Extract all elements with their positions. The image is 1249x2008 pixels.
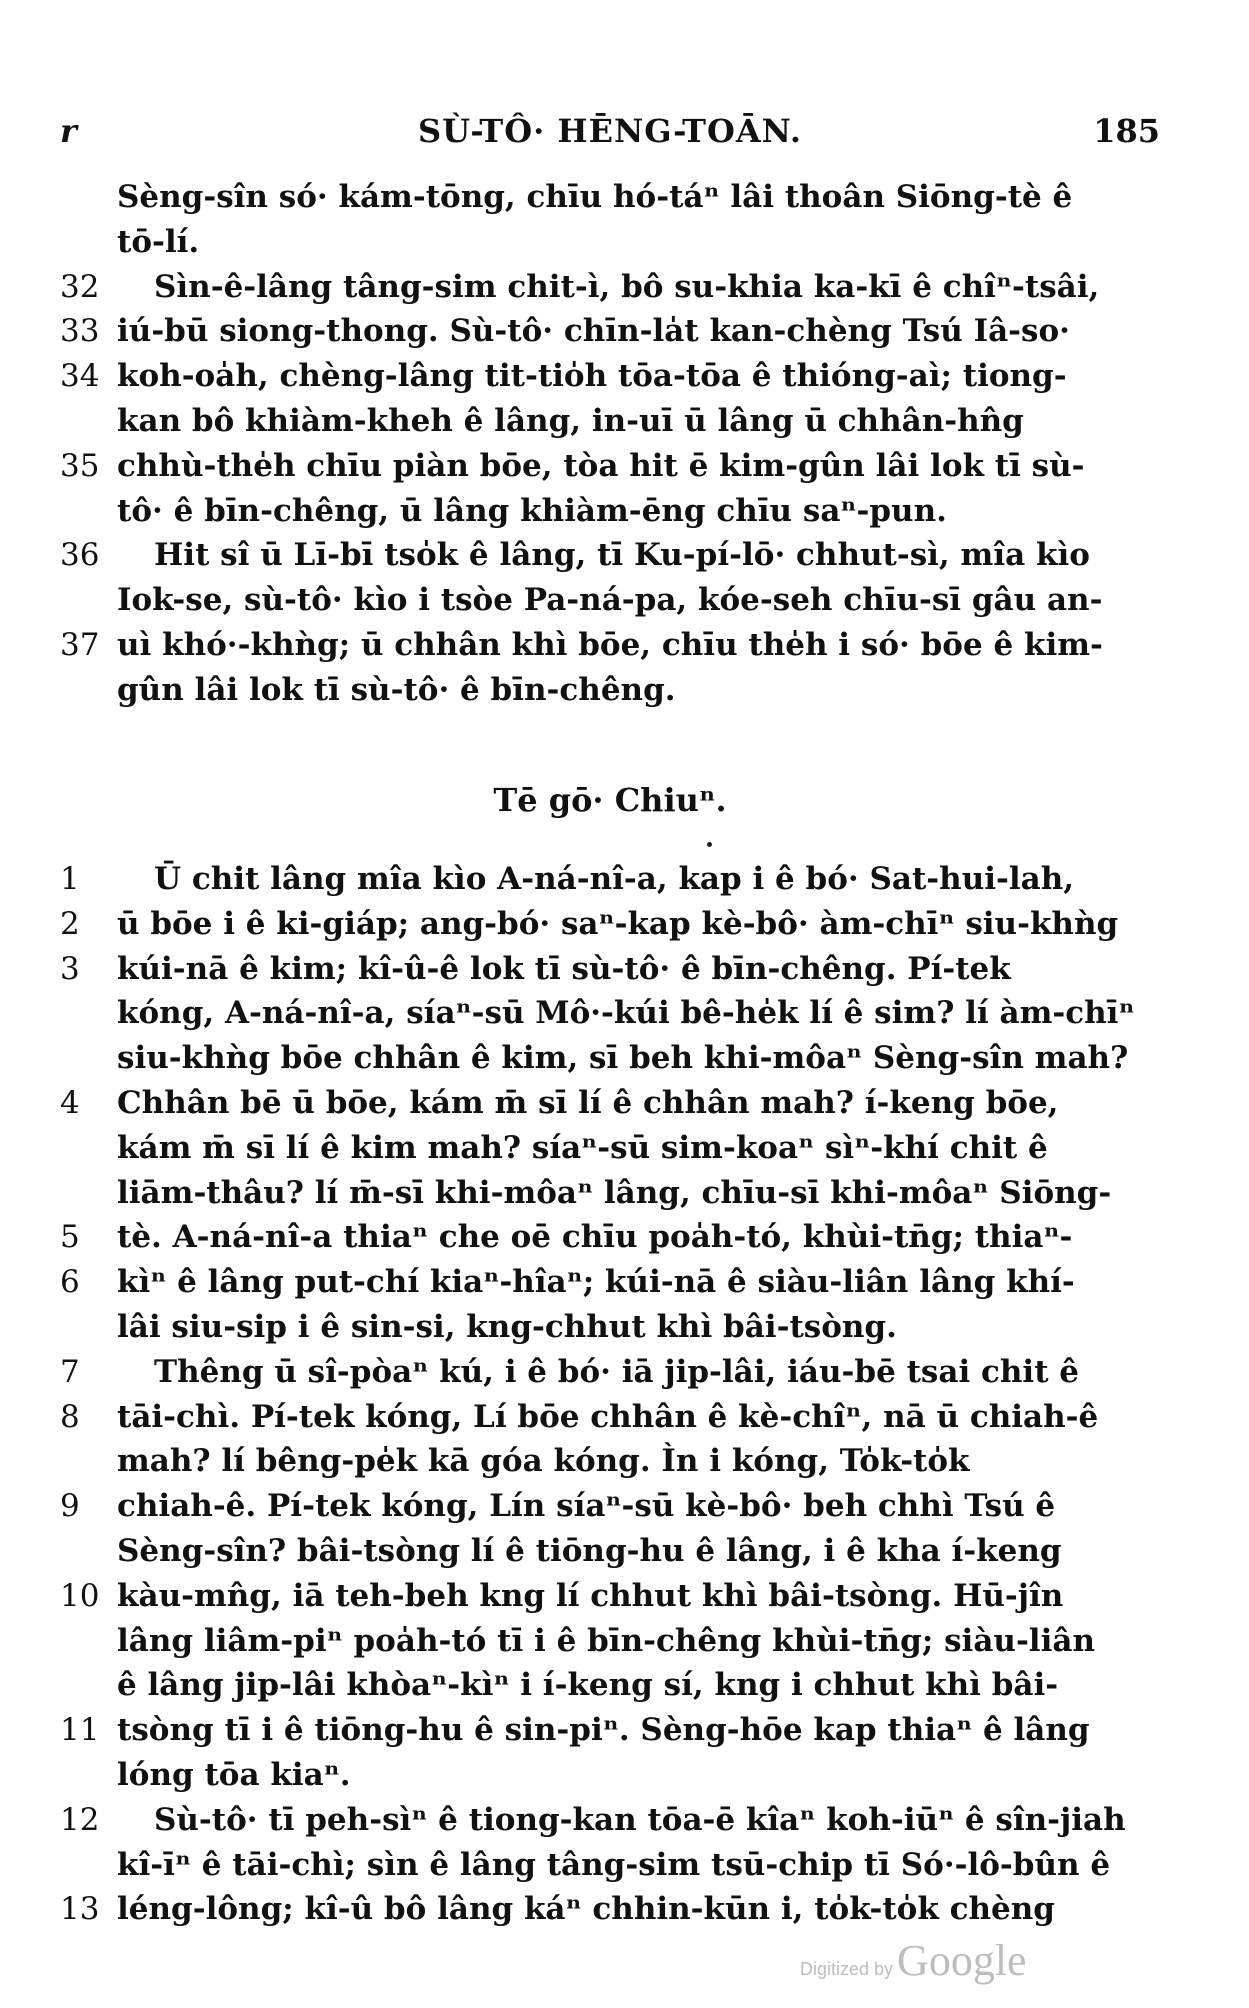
text-line: [60, 1081, 1160, 1126]
verse-number: 36: [60, 537, 100, 574]
verse-number: 8: [60, 1398, 80, 1435]
text-line: [60, 991, 1160, 1036]
verse-number: 11: [60, 1712, 100, 1749]
line-text: Sèng-sîn? bâi-tsòng lí ê tiōng-hu ê lâng, i ê kha í-keng: [117, 1532, 1062, 1569]
line-text: Ū chit lâng mîa kìo A-ná-nî-a, kap i ê bó· Sat-hui-lah,: [154, 861, 1075, 897]
text-line: [60, 1439, 1160, 1484]
text-line: [60, 947, 1160, 992]
text-line: [60, 1305, 1160, 1350]
text-line: [60, 1215, 1160, 1260]
line-text: tô· ê bīn-chêng, ū lâng khiàm-ēng chīu saⁿ-pun.: [117, 492, 947, 529]
text-line: [60, 1753, 1160, 1798]
line-text: Sèng-sîn só· kám-tōng, chīu hó-táⁿ lâi thoân Siōng-tè ê: [117, 179, 1073, 215]
verse-number: 10: [60, 1577, 100, 1614]
watermark-brand: Google: [897, 1936, 1027, 1985]
verse-number: 5: [60, 1219, 80, 1256]
line-text: léng-lông; kî-û bô lâng káⁿ chhin-kūn i, to̍k-to̍k chèng: [117, 1891, 1055, 1928]
verse-number: 34: [60, 358, 100, 395]
line-text: Sìn-ê-lâng tâng-sim chit-ì, bô su-khia ka-kī ê chîⁿ-tsâi,: [154, 268, 1100, 305]
line-text: Iok-se, sù-tô· kìo i tsòe Pa-ná-pa, kóe-seh chīu-sī gâu an-: [117, 582, 1103, 619]
text-line: [60, 1843, 1160, 1888]
line-text: gûn lâi lok tī sù-tô· ê bīn-chêng.: [117, 671, 676, 708]
line-text: iú-bū siong-thong. Sù-tô· chīn-la̍t kan-chèng Tsú Iâ-so·: [117, 313, 1070, 350]
text-line: [60, 1887, 1160, 1932]
line-text: kóng, A-ná-nî-a, síaⁿ-sū Mô·-kúi bê-he̍k lí ê sim? lí àm-chīⁿ: [117, 995, 1135, 1032]
line-text: tāi-chì. Pí-tek kóng, Lí bōe chhân ê kè-chîⁿ, nā ū chiah-ê: [117, 1398, 1099, 1435]
verse-number: 32: [60, 268, 100, 305]
line-text: tsòng tī i ê tiōng-hu ê sin-piⁿ. Sèng-hōe kap thiaⁿ ê lâng: [117, 1712, 1090, 1749]
line-text: uì khó·-khǹg; ū chhân khì bōe, chīu the̍h i só· bōe ê kim-: [117, 626, 1103, 663]
text-line: [60, 175, 1160, 220]
line-text: ê lâng jip-lâi khòaⁿ-kìⁿ i í-keng sí, kng i chhut khì bâi-: [117, 1667, 1059, 1704]
verse-number: 35: [60, 447, 100, 484]
text-line: [60, 1798, 1160, 1843]
line-text: mah? lí bêng-pe̍k kā góa kóng. Ìn i kóng, To̍k-to̍k: [117, 1443, 970, 1480]
text-line: [60, 444, 1160, 489]
text-line: [60, 1484, 1160, 1529]
text-line: [60, 399, 1160, 444]
text-line: [60, 1260, 1160, 1305]
line-text: kám m̄ sī lí ê kim mah? síaⁿ-sū sim-koaⁿ sìⁿ-khí chit ê: [117, 1129, 1048, 1166]
chapter-4-verses: [60, 175, 1160, 713]
line-text: lóng tōa kiaⁿ.: [117, 1756, 351, 1793]
text-line: [60, 668, 1160, 713]
line-text: kî-īⁿ ê tāi-chì; sìn ê lâng tâng-sim tsū-chip tī Só·-lô-bûn ê: [117, 1846, 1111, 1883]
text-line: [60, 1529, 1160, 1574]
verse-number: 1: [60, 861, 80, 897]
text-line: [60, 1574, 1160, 1619]
line-text: koh-oa̍h, chèng-lâng tit-tio̍h tōa-tōa ê thióng-aì; tiong-: [117, 358, 1067, 395]
line-text: tō-lí.: [117, 223, 200, 260]
text-line: [60, 578, 1160, 623]
text-line: [60, 220, 1160, 265]
page-number: 185: [1093, 112, 1160, 150]
line-text: kìⁿ ê lâng put-chí kiaⁿ-hîaⁿ; kúi-nā ê siàu-liân lâng khí-: [117, 1264, 1075, 1301]
line-text: kúi-nā ê kim; kî-û-ê lok tī sù-tô· ê bīn-chêng. Pí-tek: [117, 950, 1011, 987]
running-title: SÙ-TÔ· HĒNG-TOĀN.: [417, 112, 803, 150]
line-text: Hit sî ū Lī-bī tso̍k ê lâng, tī Ku-pí-lō· chhut-sì, mîa kìo: [154, 537, 1090, 574]
text-line: [60, 1036, 1160, 1081]
chapter-5-verses: [60, 857, 1160, 1932]
verse-number: 13: [60, 1891, 100, 1928]
line-text: tè. A-ná-nî-a thiaⁿ che oē chīu poa̍h-tó, khùi-tn̄g; thiaⁿ-: [117, 1219, 1073, 1256]
line-text: kan bô khiàm-kheh ê lâng, in-uī ū lâng ū chhân-hn̂g: [117, 402, 1024, 439]
text-line: [60, 1171, 1160, 1216]
heading-ornament-dot: [707, 842, 712, 847]
line-text: Thêng ū sî-pòaⁿ kú, i ê bó· iā jip-lâi, iáu-bē tsai chit ê: [154, 1353, 1080, 1390]
text-line: [60, 489, 1160, 534]
line-text: chiah-ê. Pí-tek kóng, Lín síaⁿ-sū kè-bô· beh chhì Tsú ê: [117, 1488, 1056, 1525]
text-line: [60, 265, 1160, 310]
line-text: ū bōe i ê ki-giáp; ang-bó· saⁿ-kap kè-bô· àm-chīⁿ siu-khǹg: [117, 905, 1119, 942]
text-line: [60, 354, 1160, 399]
verse-number: 6: [60, 1264, 80, 1301]
verse-number: 4: [60, 1084, 80, 1121]
verse-number: 37: [60, 626, 100, 663]
text-line: [60, 1350, 1160, 1395]
line-text: Chhân bē ū bōe, kám m̄ sī lí ê chhân mah? í-keng bōe,: [117, 1084, 1059, 1121]
text-line: [60, 857, 1160, 902]
verse-number: 2: [60, 905, 80, 942]
text-line: [60, 1708, 1160, 1753]
line-text: lâi siu-sip i ê sin-si, kng-chhut khì bâi-tsòng.: [117, 1308, 897, 1345]
text-line: [60, 902, 1160, 947]
section-heading: Tē gō· Chiuⁿ.: [493, 781, 727, 819]
page-header: [60, 112, 1160, 162]
watermark-prefix: Digitized by: [800, 1959, 894, 1979]
margin-mark: r: [60, 112, 77, 150]
text-line: [60, 1663, 1160, 1708]
text-line: [60, 1619, 1160, 1664]
line-text: lâng liâm-piⁿ poa̍h-tó tī i ê bīn-chêng khùi-tn̄g; siàu-liân: [117, 1622, 1095, 1659]
digitized-watermark: [800, 1935, 1027, 1986]
line-text: Sù-tô· tī peh-sìⁿ ê tiong-kan tōa-ē kîaⁿ koh-iūⁿ ê sîn-jiah: [154, 1801, 1126, 1838]
text-line: [60, 1395, 1160, 1440]
line-text: chhù-the̍h chīu piàn bōe, tòa hit ē kim-gûn lâi lok tī sù-: [117, 447, 1085, 484]
text-line: [60, 1126, 1160, 1171]
verse-number: 33: [60, 313, 100, 350]
verse-number: 3: [60, 950, 80, 987]
verse-number: 12: [60, 1801, 100, 1838]
line-text: kàu-mn̂g, iā teh-beh kng lí chhut khì bâi-tsòng. Hū-jîn: [117, 1577, 1064, 1614]
line-text: siu-khǹg bōe chhân ê kim, sī beh khi-môaⁿ Sèng-sîn mah?: [117, 1040, 1129, 1077]
text-line: [60, 623, 1160, 668]
line-text: liām-thâu? lí m̄-sī khi-môaⁿ lâng, chīu-sī khi-môaⁿ Siōng-: [117, 1174, 1112, 1211]
text-line: [60, 533, 1160, 578]
verse-number: 7: [60, 1353, 80, 1390]
verse-number: 9: [60, 1488, 80, 1525]
text-line: [60, 309, 1160, 354]
